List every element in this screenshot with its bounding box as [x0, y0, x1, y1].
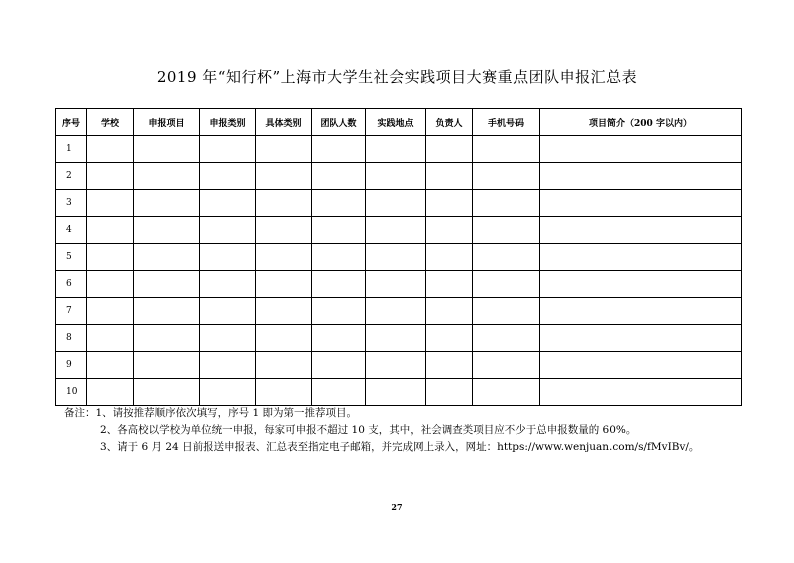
- table-cell[interactable]: [134, 325, 200, 352]
- table-cell[interactable]: [134, 298, 200, 325]
- table-cell[interactable]: [540, 190, 742, 217]
- table-body: [56, 136, 742, 406]
- page-title: 2019 年“知行杯”上海市大学生社会实践项目大赛重点团队申报汇总表: [156, 68, 638, 86]
- table-cell[interactable]: [200, 163, 256, 190]
- table-row: [56, 244, 742, 271]
- table-cell[interactable]: [256, 217, 312, 244]
- table-cell[interactable]: [473, 271, 540, 298]
- table-cell[interactable]: [312, 271, 366, 298]
- table-cell[interactable]: [473, 217, 540, 244]
- table-cell[interactable]: [540, 163, 742, 190]
- row-number: 7: [56, 298, 87, 325]
- header-phone: 手机号码: [473, 109, 540, 136]
- table-cell[interactable]: [87, 163, 134, 190]
- table-cell[interactable]: [366, 325, 426, 352]
- table-cell[interactable]: [256, 325, 312, 352]
- table-cell[interactable]: [134, 190, 200, 217]
- page-number: 27: [391, 502, 403, 512]
- table-cell[interactable]: [366, 190, 426, 217]
- table-cell[interactable]: [256, 271, 312, 298]
- table-cell[interactable]: [200, 271, 256, 298]
- table-cell[interactable]: [426, 217, 473, 244]
- table-cell[interactable]: [200, 379, 256, 406]
- table-row: [56, 190, 742, 217]
- table-cell[interactable]: [200, 325, 256, 352]
- table-cell[interactable]: [87, 217, 134, 244]
- note-line-3: 3、请于 6 月 24 日前报送申报表、汇总表至指定电子邮箱，并完成网上录入，网址：https://www.wenjuan.com/s/fMvIBv/。: [100, 441, 700, 453]
- header-summary: 项目简介（200 字以内）: [540, 109, 742, 136]
- table-cell[interactable]: [256, 352, 312, 379]
- table-cell[interactable]: [540, 325, 742, 352]
- table-cell[interactable]: [540, 298, 742, 325]
- table-cell[interactable]: [312, 298, 366, 325]
- row-number: 1: [56, 136, 87, 163]
- table-cell[interactable]: [426, 136, 473, 163]
- table-cell[interactable]: [87, 190, 134, 217]
- table-cell[interactable]: [473, 298, 540, 325]
- table-cell[interactable]: [87, 298, 134, 325]
- table-cell[interactable]: [256, 163, 312, 190]
- table-cell[interactable]: [473, 163, 540, 190]
- table-cell[interactable]: [134, 244, 200, 271]
- table-cell[interactable]: [134, 217, 200, 244]
- table-cell[interactable]: [540, 244, 742, 271]
- row-number: 2: [56, 163, 87, 190]
- table-cell[interactable]: [312, 163, 366, 190]
- notes: [64, 405, 754, 456]
- table-cell[interactable]: [87, 244, 134, 271]
- row-number: 4: [56, 217, 87, 244]
- table-row: [56, 379, 742, 406]
- table-cell[interactable]: [312, 136, 366, 163]
- row-number: 8: [56, 325, 87, 352]
- header-category: 申报类别: [200, 109, 256, 136]
- row-number: 3: [56, 190, 87, 217]
- summary-table: [55, 108, 742, 406]
- header-subcategory: 具体类别: [256, 109, 312, 136]
- table-cell[interactable]: [366, 163, 426, 190]
- table-row: [56, 298, 742, 325]
- table-cell[interactable]: [200, 352, 256, 379]
- table-cell[interactable]: [200, 136, 256, 163]
- table-cell[interactable]: [87, 352, 134, 379]
- table-cell[interactable]: [87, 379, 134, 406]
- header-location: 实践地点: [366, 109, 426, 136]
- table-row: [56, 136, 742, 163]
- table-row: [56, 352, 742, 379]
- table-cell[interactable]: [256, 379, 312, 406]
- table-cell[interactable]: [87, 271, 134, 298]
- table-row: [56, 217, 742, 244]
- table-cell[interactable]: [256, 136, 312, 163]
- table-cell[interactable]: [426, 352, 473, 379]
- table-cell[interactable]: [200, 217, 256, 244]
- table-cell[interactable]: [366, 298, 426, 325]
- table-row: [56, 163, 742, 190]
- table-cell[interactable]: [426, 379, 473, 406]
- table-cell[interactable]: [134, 379, 200, 406]
- header-leader: 负责人: [426, 109, 473, 136]
- table-row: [56, 271, 742, 298]
- row-number: 5: [56, 244, 87, 271]
- table-row: [56, 325, 742, 352]
- table-cell[interactable]: [473, 244, 540, 271]
- table-cell[interactable]: [473, 379, 540, 406]
- note-line-2: 2、各高校以学校为单位统一申报，每家可申报不超过 10 支，其中，社会调查类项目应不少于总申报数量的 60%。: [100, 424, 637, 436]
- table-cell[interactable]: [366, 136, 426, 163]
- row-number: 10: [56, 379, 87, 406]
- table-cell[interactable]: [540, 217, 742, 244]
- table-cell[interactable]: [134, 352, 200, 379]
- table-cell[interactable]: [256, 298, 312, 325]
- table-cell[interactable]: [134, 163, 200, 190]
- table-cell[interactable]: [473, 136, 540, 163]
- table-cell[interactable]: [256, 244, 312, 271]
- table-cell[interactable]: [134, 136, 200, 163]
- table-cell[interactable]: [366, 271, 426, 298]
- table-cell[interactable]: [200, 244, 256, 271]
- table-cell[interactable]: [426, 298, 473, 325]
- header-team-size: 团队人数: [312, 109, 366, 136]
- header-project: 申报项目: [134, 109, 200, 136]
- table-cell[interactable]: [426, 244, 473, 271]
- table-cell[interactable]: [200, 190, 256, 217]
- table-cell[interactable]: [540, 136, 742, 163]
- table-cell[interactable]: [87, 136, 134, 163]
- table-cell[interactable]: [87, 325, 134, 352]
- table-cell[interactable]: [473, 190, 540, 217]
- table-cell[interactable]: [134, 271, 200, 298]
- table-cell[interactable]: [312, 244, 366, 271]
- table-cell[interactable]: [366, 217, 426, 244]
- row-number: 9: [56, 352, 87, 379]
- table-cell[interactable]: [200, 298, 256, 325]
- table-cell[interactable]: [473, 352, 540, 379]
- header-seq: 序号: [56, 109, 87, 136]
- row-number: 6: [56, 271, 87, 298]
- table-cell[interactable]: [426, 271, 473, 298]
- table-cell[interactable]: [312, 325, 366, 352]
- table-cell[interactable]: [426, 190, 473, 217]
- note-line-1: 备注：1、请按推荐顺序依次填写，序号 1 即为第一推荐项目。: [64, 407, 358, 419]
- table-cell[interactable]: [312, 379, 366, 406]
- table-cell[interactable]: [426, 163, 473, 190]
- table-cell[interactable]: [366, 244, 426, 271]
- table-cell[interactable]: [366, 352, 426, 379]
- table-cell[interactable]: [366, 379, 426, 406]
- table-cell[interactable]: [540, 379, 742, 406]
- table-cell[interactable]: [256, 190, 312, 217]
- table-cell[interactable]: [473, 325, 540, 352]
- table-cell[interactable]: [540, 352, 742, 379]
- table-cell[interactable]: [312, 352, 366, 379]
- table-cell[interactable]: [312, 217, 366, 244]
- table-cell[interactable]: [312, 190, 366, 217]
- table-cell[interactable]: [426, 325, 473, 352]
- table-cell[interactable]: [540, 271, 742, 298]
- header-school: 学校: [87, 109, 134, 136]
- table-header-row: [56, 109, 742, 136]
